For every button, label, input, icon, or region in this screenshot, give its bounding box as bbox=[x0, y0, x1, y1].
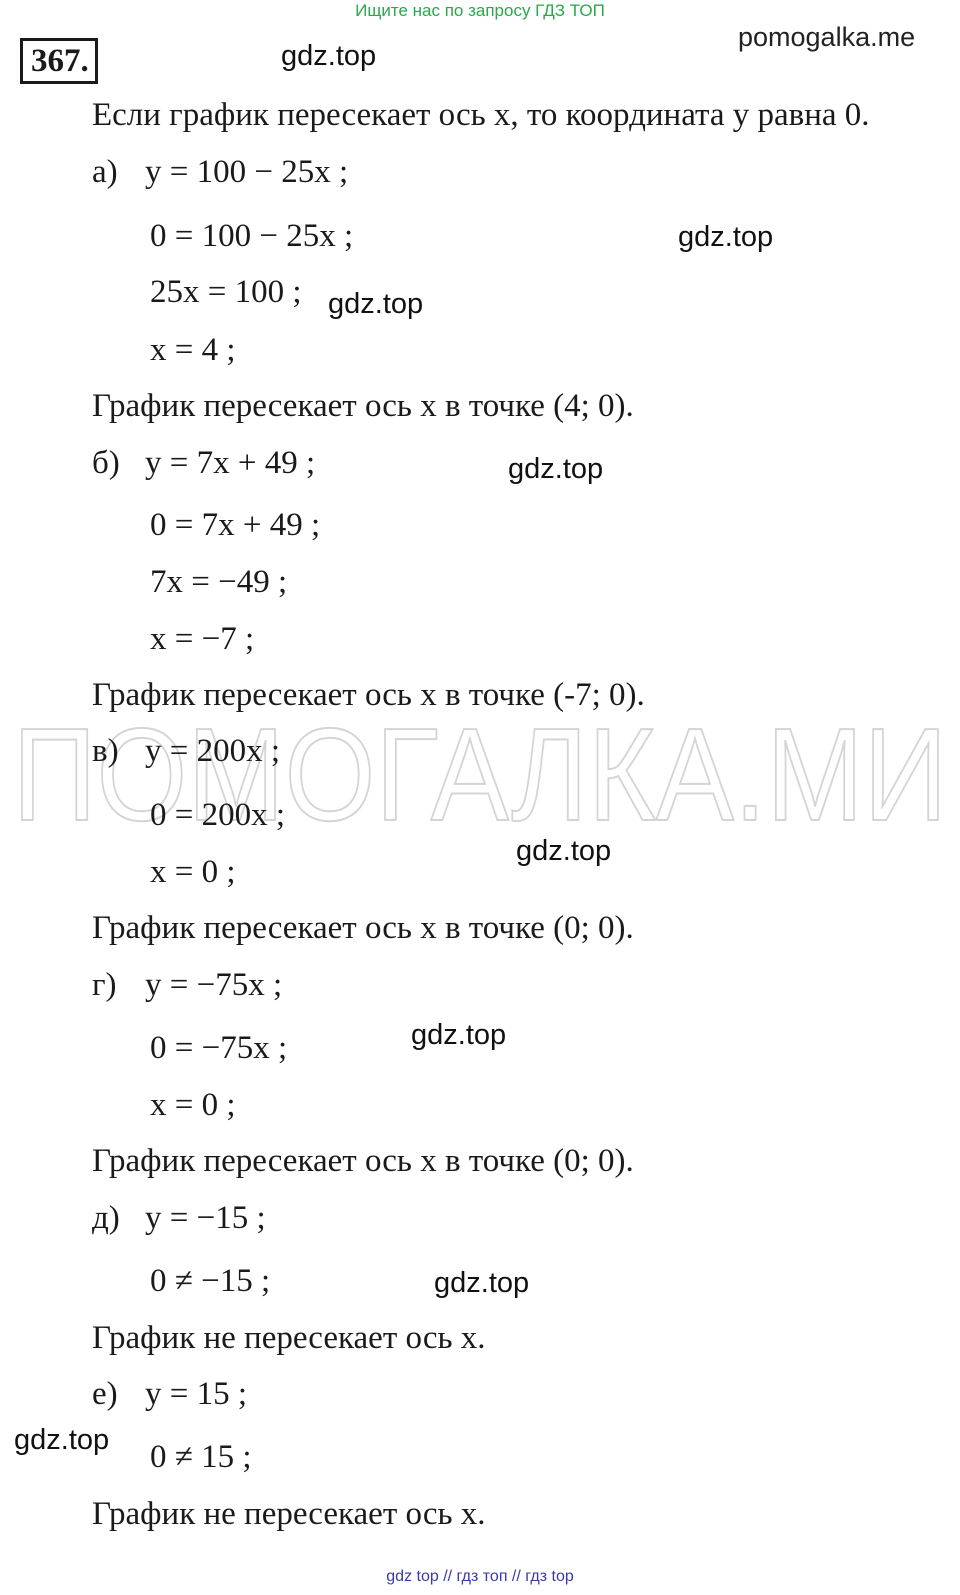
solution-step: 0 = 100 − 25x ; bbox=[150, 218, 354, 254]
conclusion: График не пересекает ось x. bbox=[92, 1320, 486, 1356]
gdz-watermark: gdz.top bbox=[328, 288, 424, 320]
gdz-watermark: gdz.top bbox=[678, 221, 774, 253]
gdz-watermark: gdz.top bbox=[508, 453, 604, 485]
part-label: д) bbox=[92, 1200, 120, 1236]
gdz-watermark: gdz.top bbox=[411, 1019, 507, 1051]
intro-text: Если график пересекает ось x, то координата y равна 0. bbox=[92, 97, 870, 133]
gdz-watermark: gdz.top bbox=[281, 40, 377, 72]
solution-step: 7x = −49 ; bbox=[150, 564, 288, 600]
equation: y = 15 ; bbox=[145, 1376, 248, 1412]
solution-step: 0 ≠ 15 ; bbox=[150, 1439, 252, 1475]
site-name: pomogalka.me bbox=[738, 22, 916, 52]
solution-step: x = 0 ; bbox=[150, 854, 236, 890]
conclusion: График пересекает ось x в точке (0; 0). bbox=[92, 910, 634, 946]
solution-step: x = −7 ; bbox=[150, 621, 255, 657]
solution-step: x = 4 ; bbox=[150, 332, 236, 368]
conclusion: График пересекает ось x в точке (4; 0). bbox=[92, 388, 634, 424]
gdz-watermark: gdz.top bbox=[516, 835, 612, 867]
big-watermark-text: ПОМОГАЛКА.МИ bbox=[12, 701, 948, 848]
conclusion: График не пересекает ось x. bbox=[92, 1496, 486, 1532]
equation: y = −75x ; bbox=[145, 967, 283, 1003]
big-watermark bbox=[0, 700, 960, 850]
equation: y = −15 ; bbox=[145, 1200, 266, 1236]
solution-step: 25x = 100 ; bbox=[150, 274, 302, 310]
solution-step: 0 = −75x ; bbox=[150, 1030, 288, 1066]
part-label: в) bbox=[92, 733, 119, 769]
part-label: е) bbox=[92, 1376, 118, 1412]
top-banner: Ищите нас по запросу ГДЗ ТОП bbox=[355, 1, 605, 20]
solution-step: x = 0 ; bbox=[150, 1087, 236, 1123]
solution-step: 0 ≠ −15 ; bbox=[150, 1263, 271, 1299]
gdz-watermark: gdz.top bbox=[14, 1424, 110, 1456]
equation: y = 7x + 49 ; bbox=[145, 445, 316, 481]
conclusion: График пересекает ось x в точке (-7; 0). bbox=[92, 677, 645, 713]
solution-step: 0 = 200x ; bbox=[150, 797, 286, 833]
part-label: г) bbox=[92, 967, 117, 1003]
conclusion: График пересекает ось x в точке (0; 0). bbox=[92, 1143, 634, 1179]
footer-links: gdz top // гдз топ // гдз top bbox=[386, 1568, 574, 1585]
gdz-watermark: gdz.top bbox=[434, 1267, 530, 1299]
equation: y = 200x ; bbox=[145, 733, 281, 769]
part-label: а) bbox=[92, 154, 118, 190]
problem-number: 367. bbox=[20, 38, 98, 84]
part-label: б) bbox=[92, 445, 120, 481]
solution-step: 0 = 7x + 49 ; bbox=[150, 507, 321, 543]
equation: y = 100 − 25x ; bbox=[145, 154, 349, 190]
